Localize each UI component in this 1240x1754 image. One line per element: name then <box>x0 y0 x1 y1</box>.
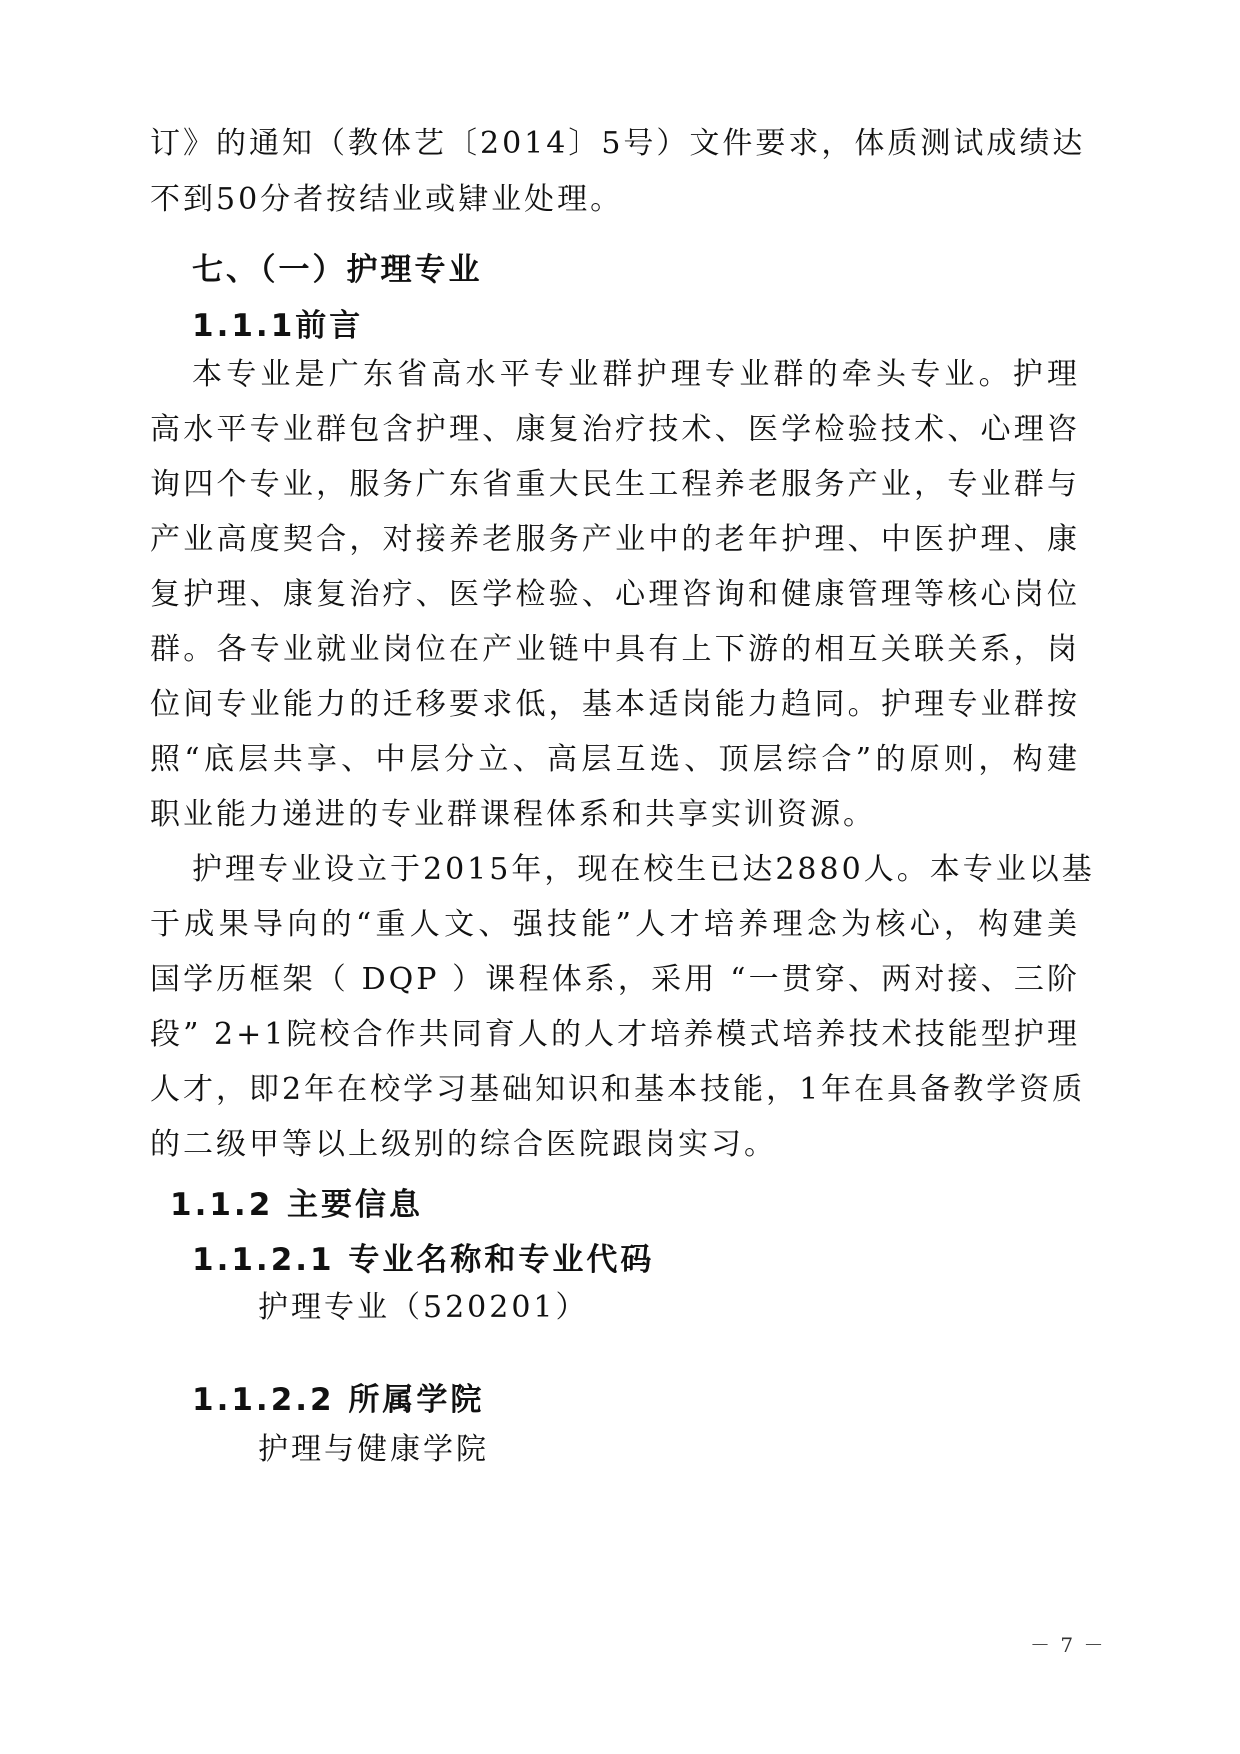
paragraph2-line-5: 人才，即2年在校学习基础知识和基本技能，1年在具备教学资质 <box>150 1072 1086 1107</box>
section-title: 七、（一）护理专业 <box>192 252 483 288</box>
paragraph1-line-4: 产业高度契合，对接养老服务产业中的老年护理、中医护理、康 <box>150 522 1080 557</box>
paragraph1-line-6: 群。各专业就业岗位在产业链中具有上下游的相互关联关系，岗 <box>150 632 1080 667</box>
paragraph1-line-7: 位间专业能力的迁移要求低，基本适岗能力趋同。护理专业群按 <box>150 687 1080 722</box>
continuation-line-1: 订》的通知（教体艺〔2014〕5号）文件要求，体质测试成绩达 <box>150 126 1086 161</box>
college-value: 护理与健康学院 <box>258 1432 489 1467</box>
main-info-heading: 1.1.2 主要信息 <box>170 1187 424 1223</box>
paragraph1-line-5: 复护理、康复治疗、医学检验、心理咨询和健康管理等核心岗位 <box>150 577 1080 612</box>
college-heading: 1.1.2.2 所属学院 <box>192 1382 485 1418</box>
continuation-line-2: 不到50分者按结业或肄业处理。 <box>150 182 624 217</box>
paragraph1-line-1: 本专业是广东省高水平专业群护理专业群的牵头专业。护理 <box>192 357 1080 392</box>
paragraph2-line-3: 国学历框架（ DQP ）课程体系，采用 “一贯穿、两对接、三阶 <box>150 962 1080 997</box>
page-number: － 7 － <box>1030 1633 1106 1657</box>
major-name-value: 护理专业（520201） <box>258 1290 589 1325</box>
major-name-heading: 1.1.2.1 专业名称和专业代码 <box>192 1242 655 1278</box>
paragraph1-line-9: 职业能力递进的专业群课程体系和共享实训资源。 <box>150 797 876 832</box>
preface-heading: 1.1.1前言 <box>192 308 364 344</box>
paragraph2-line-4: 段” 2+1院校合作共同育人的人才培养模式培养技术技能型护理 <box>150 1017 1080 1052</box>
paragraph1-line-8: 照“底层共享、中层分立、高层互选、顶层综合”的原则，构建 <box>150 742 1080 777</box>
paragraph2-line-1: 护理专业设立于2015年，现在校生已达2880人。本专业以基 <box>192 852 1095 887</box>
paragraph1-line-2: 高水平专业群包含护理、康复治疗技术、医学检验技术、心理咨 <box>150 412 1080 447</box>
paragraph1-line-3: 询四个专业，服务广东省重大民生工程养老服务产业，专业群与 <box>150 467 1080 502</box>
paragraph2-line-6: 的二级甲等以上级别的综合医院跟岗实习。 <box>150 1127 777 1162</box>
paragraph2-line-2: 于成果导向的“重人文、强技能”人才培养理念为核心，构建美 <box>150 907 1080 942</box>
